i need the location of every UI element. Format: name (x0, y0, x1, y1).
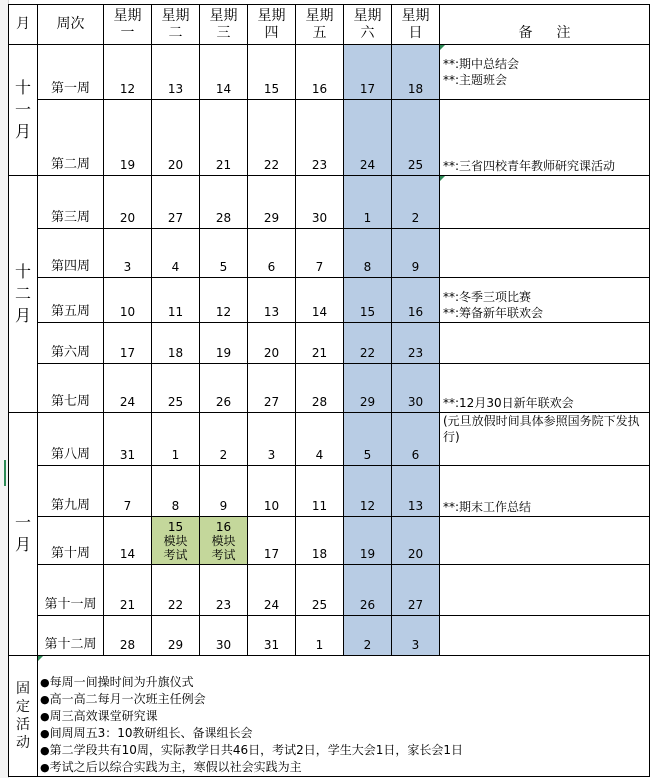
note-line: **:筹备新年联欢会 (443, 306, 544, 320)
week-row-9 (9, 466, 650, 517)
week-label: 第二周 (38, 100, 104, 176)
week-label: 第十二周 (38, 616, 104, 656)
note-line: **:期末工作总结 (443, 500, 532, 514)
day-cell: 20 (152, 100, 200, 176)
comment-marker (440, 45, 445, 50)
day-cell: 2 (200, 413, 248, 466)
day-cell: 21 (104, 565, 152, 616)
week-label: 第十一周 (38, 565, 104, 616)
day-cell-weekend: 27 (392, 565, 440, 616)
week-label: 第三周 (38, 176, 104, 229)
exam-label: 模块 考试 (163, 533, 188, 562)
comment-marker (38, 656, 43, 661)
fixed-activity-item: ●间周周五3：10教研组长、备课组长会 (40, 726, 253, 740)
day-cell: 25 (152, 364, 200, 413)
day-cell: 6 (248, 229, 296, 278)
note-week-3 (440, 176, 650, 229)
day-cell-weekend: 24 (344, 100, 392, 176)
day-cell: 23 (296, 100, 344, 176)
day-cell-weekend: 29 (344, 364, 392, 413)
fixed-activity-item: ●周三高效课堂研究课 (40, 709, 158, 723)
day-cell-weekend: 19 (344, 517, 392, 565)
week-row-8 (9, 413, 650, 466)
day-cell-weekend: 25 (392, 100, 440, 176)
week-row-7 (9, 364, 650, 413)
day-cell: 17 (104, 323, 152, 364)
day-cell: 25 (296, 565, 344, 616)
fixed-activity-item: ●考试之后以综合实践为主，寒假以社会实践为主 (40, 760, 302, 774)
note-line: **:12月30日新年联欢会 (443, 396, 574, 410)
week-row-12 (9, 616, 650, 656)
week-label: 第七周 (38, 364, 104, 413)
day-cell-weekend: 17 (344, 45, 392, 100)
day-cell: 18 (296, 517, 344, 565)
day-cell: 4 (152, 229, 200, 278)
day-cell-weekend: 22 (344, 323, 392, 364)
day-cell-weekend: 30 (392, 364, 440, 413)
day-cell-weekend: 12 (344, 466, 392, 517)
month-november: 十一月 (9, 45, 38, 176)
day-cell: 21 (200, 100, 248, 176)
note-week-8 (440, 413, 650, 466)
day-cell-weekend: 5 (344, 413, 392, 466)
week-label: 第八周 (38, 413, 104, 466)
day-cell-weekend: 1 (344, 176, 392, 229)
day-cell-weekend: 23 (392, 323, 440, 364)
header-day-wed: 星期 三 (200, 5, 248, 45)
note-line: **:三省四校青年教师研究课活动 (443, 159, 616, 173)
day-cell: 31 (248, 616, 296, 656)
note-week-1 (440, 45, 650, 100)
day-cell-weekend: 16 (392, 278, 440, 323)
note-line: **:主题班会 (443, 72, 508, 87)
day-cell: 20 (248, 323, 296, 364)
month-december: 十二月 (9, 176, 38, 413)
note-line: **:期中总结会 (443, 56, 520, 71)
day-cell: 28 (104, 616, 152, 656)
note-week-4 (440, 229, 650, 278)
day-cell: 19 (200, 323, 248, 364)
week-row-10 (9, 517, 650, 565)
header-notes: 备注 (440, 5, 650, 45)
fixed-activity-item: ●高一高二每月一次班主任例会 (40, 692, 206, 706)
note-week-5 (440, 278, 650, 323)
week-label: 第十周 (38, 517, 104, 565)
day-cell: 7 (296, 229, 344, 278)
day-cell: 1 (296, 616, 344, 656)
day-cell: 11 (296, 466, 344, 517)
fixed-activities-label: 固定活动 (9, 656, 38, 777)
header-day-fri: 星期 五 (296, 5, 344, 45)
comment-marker (440, 176, 445, 181)
day-cell-weekend: 9 (392, 229, 440, 278)
day-cell: 28 (296, 364, 344, 413)
week-label: 第五周 (38, 278, 104, 323)
week-label: 第六周 (38, 323, 104, 364)
week-row-2 (9, 100, 650, 176)
header-day-mon: 星期 一 (104, 5, 152, 45)
selection-marker (4, 460, 6, 486)
header-day-sun: 星期 日 (392, 5, 440, 45)
week-row-1 (9, 45, 650, 100)
day-cell: 9 (200, 466, 248, 517)
day-cell: 19 (104, 100, 152, 176)
exam-day-cell: 16 模块 考试 (200, 517, 248, 565)
note-week-7 (440, 364, 650, 413)
day-cell: 22 (248, 100, 296, 176)
day-cell: 4 (296, 413, 344, 466)
day-cell: 16 (296, 45, 344, 100)
week-label: 第四周 (38, 229, 104, 278)
exam-day-cell: 15 模块 考试 (152, 517, 200, 565)
day-cell: 23 (200, 565, 248, 616)
day-cell: 7 (104, 466, 152, 517)
note-week-2 (440, 100, 650, 176)
day-cell: 26 (200, 364, 248, 413)
semester-calendar-table (8, 4, 650, 777)
day-cell: 15 (248, 45, 296, 100)
day-cell: 21 (296, 323, 344, 364)
day-cell: 29 (248, 176, 296, 229)
day-cell: 11 (152, 278, 200, 323)
fixed-activity-item: ●第二学段共有10周，实际教学日共46日，考试2日，学生大会1日，家长会1日 (40, 743, 464, 757)
day-cell-weekend: 13 (392, 466, 440, 517)
month-january: 一月 (9, 413, 38, 656)
day-cell: 13 (248, 278, 296, 323)
note-line: **:冬季三项比赛 (443, 290, 532, 304)
day-cell: 14 (104, 517, 152, 565)
note-line: (元旦放假时间具体参照国务院下发执行) (443, 414, 640, 444)
note-week-6 (440, 323, 650, 364)
header-day-thu: 星期 四 (248, 5, 296, 45)
day-cell: 3 (248, 413, 296, 466)
day-cell: 10 (104, 278, 152, 323)
day-cell: 31 (104, 413, 152, 466)
note-week-9 (440, 466, 650, 517)
fixed-activity-item: ●每周一间操时间为升旗仪式 (40, 675, 194, 689)
day-cell: 10 (248, 466, 296, 517)
header-week: 周次 (38, 5, 104, 45)
day-cell: 28 (200, 176, 248, 229)
day-cell-weekend: 26 (344, 565, 392, 616)
note-week-11 (440, 565, 650, 616)
week-row-5 (9, 278, 650, 323)
day-cell: 20 (104, 176, 152, 229)
day-cell: 13 (152, 45, 200, 100)
day-cell: 29 (152, 616, 200, 656)
day-cell-weekend: 6 (392, 413, 440, 466)
week-label: 第九周 (38, 466, 104, 517)
day-cell-weekend: 3 (392, 616, 440, 656)
day-cell: 12 (104, 45, 152, 100)
week-row-4 (9, 229, 650, 278)
header-day-tue: 星期 二 (152, 5, 200, 45)
day-cell: 30 (296, 176, 344, 229)
day-cell: 14 (296, 278, 344, 323)
header-row (9, 5, 650, 45)
day-cell: 18 (152, 323, 200, 364)
day-cell: 8 (152, 466, 200, 517)
fixed-activities-row (9, 656, 650, 777)
day-cell-weekend: 2 (392, 176, 440, 229)
day-cell: 30 (200, 616, 248, 656)
day-cell: 3 (104, 229, 152, 278)
day-cell-weekend: 2 (344, 616, 392, 656)
day-cell: 1 (152, 413, 200, 466)
day-cell-weekend: 15 (344, 278, 392, 323)
header-month: 月 (9, 5, 38, 45)
week-label: 第一周 (38, 45, 104, 100)
week-row-11 (9, 565, 650, 616)
header-day-sat: 星期 六 (344, 5, 392, 45)
day-cell-weekend: 20 (392, 517, 440, 565)
note-week-10 (440, 517, 650, 565)
week-row-3 (9, 176, 650, 229)
day-cell-weekend: 8 (344, 229, 392, 278)
day-cell-weekend: 18 (392, 45, 440, 100)
fixed-activities-list (38, 656, 650, 777)
note-week-12 (440, 616, 650, 656)
day-cell: 24 (104, 364, 152, 413)
day-cell: 5 (200, 229, 248, 278)
day-cell: 17 (248, 517, 296, 565)
day-cell: 22 (152, 565, 200, 616)
exam-label: 模块 考试 (211, 533, 236, 562)
day-cell: 12 (200, 278, 248, 323)
day-cell: 27 (152, 176, 200, 229)
day-cell: 24 (248, 565, 296, 616)
week-row-6 (9, 323, 650, 364)
day-cell: 14 (200, 45, 248, 100)
day-cell: 27 (248, 364, 296, 413)
